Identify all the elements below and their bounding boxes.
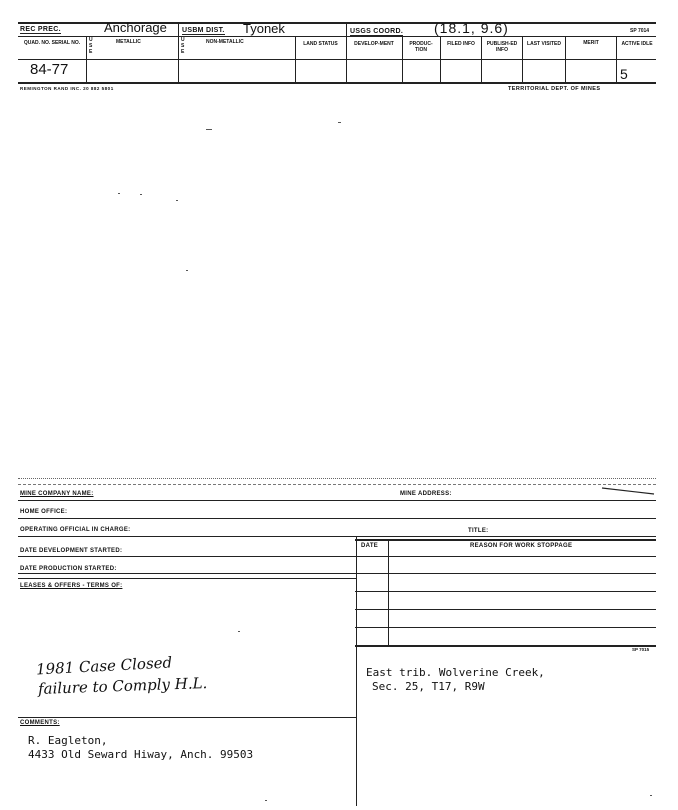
row-rule: [355, 539, 656, 541]
row-rule: [18, 578, 356, 579]
card-edge: [18, 484, 656, 485]
serial-header: SERIAL NO.: [51, 40, 81, 46]
mine-company-label: MINE COMPANY NAME:: [20, 491, 94, 497]
center-divider: [356, 536, 357, 806]
date-development-label: DATE DEVELOPMENT STARTED:: [20, 548, 123, 554]
header-row-rule: [18, 36, 656, 37]
card-bottom-rule: [18, 82, 656, 84]
pen-stroke: [600, 482, 656, 498]
operating-official-label: OPERATING OFFICIAL IN CHARGE:: [20, 527, 131, 533]
non-metallic-use-header: U S E: [181, 37, 185, 55]
row-rule: [18, 536, 656, 537]
col-sep: [481, 36, 482, 82]
merit-header: MERIT: [583, 40, 599, 46]
land-status-header: LAND STATUS: [303, 41, 338, 47]
header-bottom-rule: [18, 59, 656, 60]
card-edge: [18, 478, 656, 479]
col-sep: [178, 22, 179, 82]
handwritten-note-line2: failure to Comply H.L.: [37, 674, 208, 698]
row-rule: [355, 645, 656, 647]
comments-line1: R. Eagleton,: [28, 734, 108, 747]
row-rule: [18, 573, 656, 574]
row-rule: [18, 518, 656, 519]
location-line1: East trib. Wolverine Creek,: [366, 666, 545, 679]
published-info-header: PUBLISH-ED INFO: [486, 41, 518, 53]
col-sep: [295, 36, 296, 82]
col-sep: [402, 36, 403, 82]
title-label: TITLE:: [468, 528, 489, 534]
usgs-coord-value: (18.1, 9.6): [434, 20, 509, 36]
handwritten-note-line1: 1981 Case Closed: [35, 653, 173, 679]
development-header: DEVELOP-MENT: [354, 41, 394, 47]
last-visited-header: LAST VISITED: [527, 41, 561, 47]
comments-line2: 4433 Old Seward Hiway, Anch. 99503: [28, 748, 254, 761]
active-idle-mark: 5: [620, 66, 628, 82]
usbm-dist-label: USBM DIST.: [182, 27, 225, 34]
date-col-divider: [388, 539, 389, 645]
active-idle-header: ACTIVE IDLE: [621, 41, 653, 47]
comments-label: COMMENTS:: [20, 720, 60, 726]
department-label: TERRITORIAL DEPT. OF MINES: [508, 86, 601, 92]
rec-prec-value: Anchorage: [104, 20, 167, 35]
metallic-header: METALLIC: [116, 39, 141, 45]
metallic-use-header: U S E: [89, 37, 93, 55]
printer-line: REMINGTON RAND INC. 20 882 5801: [20, 86, 114, 91]
usbm-dist-value: Tyonek: [243, 21, 285, 36]
rec-prec-label: REC PREC.: [20, 26, 61, 33]
row-rule: [355, 627, 656, 628]
leases-label: LEASES & OFFERS - TERMS OF:: [20, 583, 123, 589]
col-sep: [522, 36, 523, 82]
col-sep: [565, 36, 566, 82]
filed-info-header: FILED INFO: [447, 41, 475, 47]
row-rule: [18, 556, 656, 557]
non-metallic-header: NON-METALLIC: [206, 39, 244, 45]
quad-header: QUAD. NO.: [23, 40, 51, 46]
reason-header: REASON FOR WORK STOPPAGE: [470, 543, 573, 549]
mine-address-label: MINE ADDRESS:: [400, 491, 452, 497]
quad-serial-header: [20, 40, 84, 46]
usgs-coord-label: USGS COORD.: [350, 28, 404, 35]
col-sep: [440, 36, 441, 82]
row-rule: [355, 591, 656, 592]
date-production-label: DATE PRODUCTION STARTED:: [20, 566, 117, 572]
row-rule: [18, 500, 656, 501]
row-rule: [18, 717, 356, 718]
quad-serial-value: 84-77: [30, 61, 69, 78]
location-line2: Sec. 25, T17, R9W: [372, 680, 485, 693]
row-rule: [355, 609, 656, 610]
form-number: SP 7014: [630, 28, 650, 34]
home-office-label: HOME OFFICE:: [20, 509, 68, 515]
col-sep: [86, 36, 87, 82]
production-header: PRODUC-TION: [409, 41, 433, 53]
form-number-bottom: SP 7015: [632, 647, 650, 652]
date-header: DATE: [361, 543, 379, 549]
col-sep: [346, 22, 347, 82]
col-sep: [616, 36, 617, 82]
